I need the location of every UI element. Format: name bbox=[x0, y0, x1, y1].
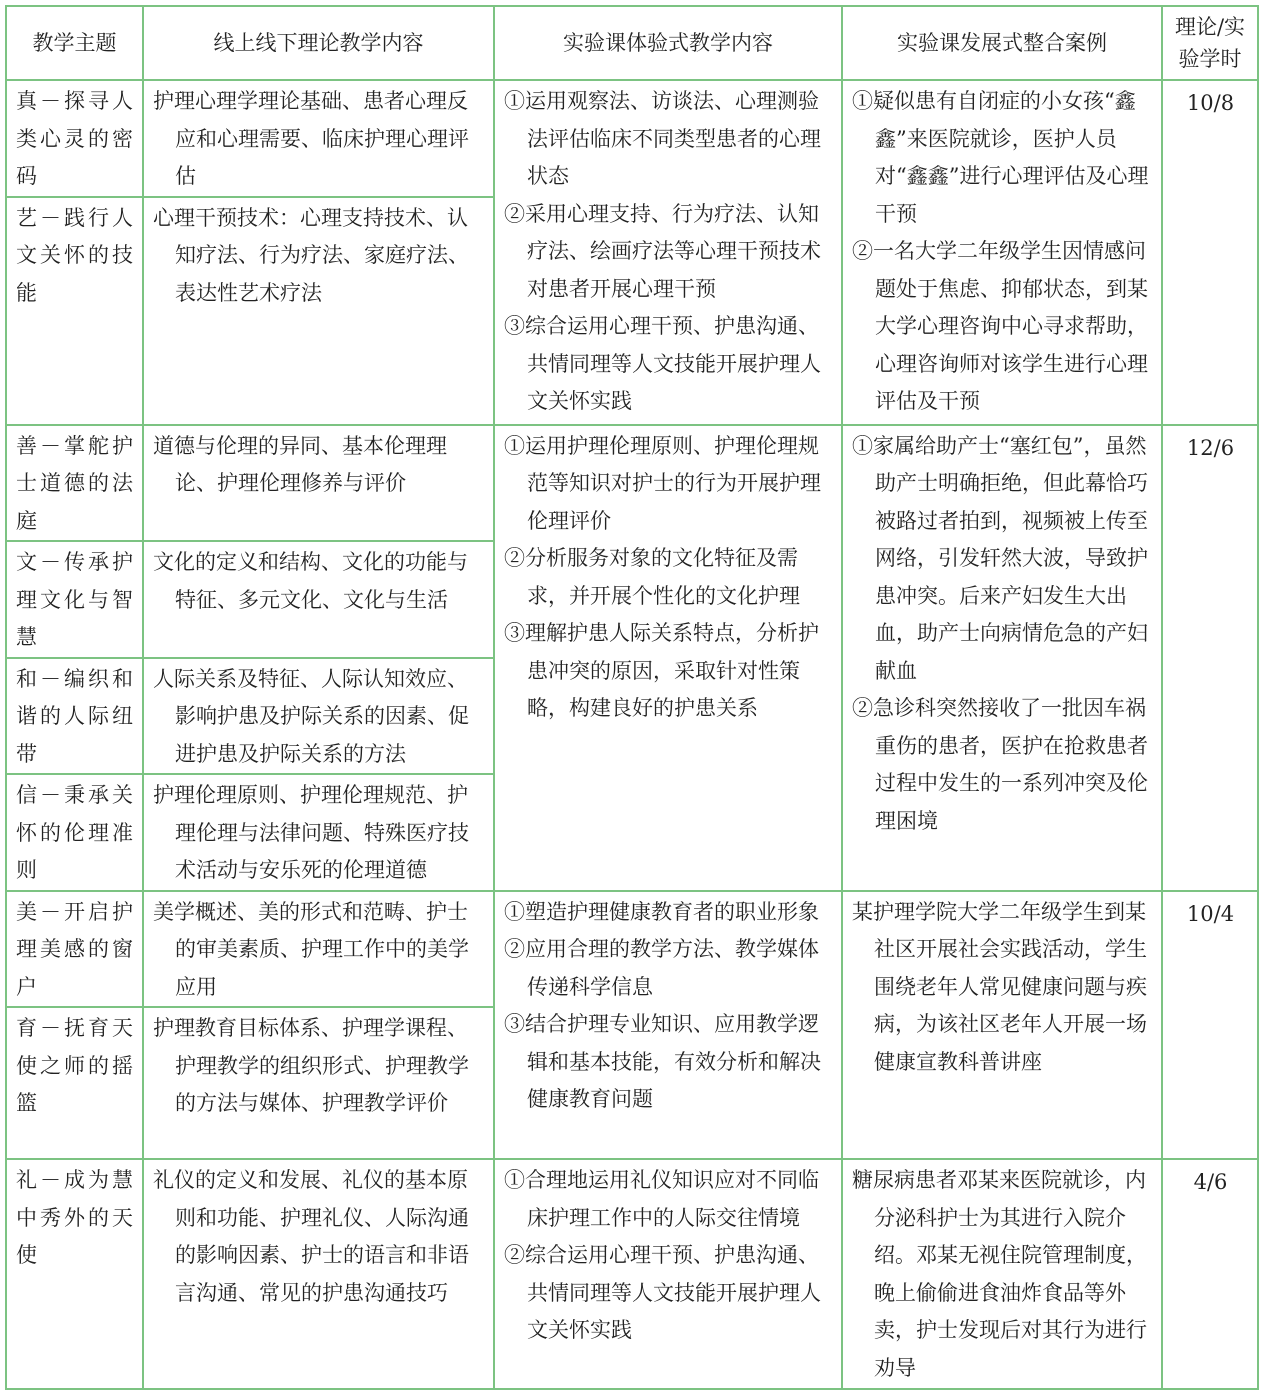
theory-cell: 美学概述、美的形式和范畴、护士的审美素质、护理工作中的美学应用 bbox=[143, 891, 494, 1008]
hours-cell: 12/6 bbox=[1162, 425, 1258, 891]
curriculum-table bbox=[5, 5, 1259, 1390]
theory-cell: 道德与伦理的异同、基本伦理理论、护理伦理修养与评价 bbox=[143, 425, 494, 542]
table-row bbox=[6, 1159, 1258, 1389]
hours-cell: 10/8 bbox=[1162, 80, 1258, 425]
theory-cell: 护理教育目标体系、护理学课程、护理教学的组织形式、护理教学的方法与媒体、护理教学评价 bbox=[143, 1007, 494, 1159]
header-cases: 实验课发展式整合案例 bbox=[842, 6, 1162, 80]
experience-cell: ①运用观察法、访谈法、心理测验法评估临床不同类型患者的心理状态 ②采用心理支持、行为疗法、认知疗法、绘画疗法等心理干预技术对患者开展心理干预 ③综合运用心理干预、护患沟通、共情同理等人文技能开展护理人文关怀实践 bbox=[494, 80, 842, 425]
topic-cell: 美－开启护理美感的窗户 bbox=[6, 891, 143, 1008]
table-row bbox=[6, 891, 1258, 1008]
header-experience: 实验课体验式教学内容 bbox=[494, 6, 842, 80]
theory-cell: 护理伦理原则、护理伦理规范、护理伦理与法律问题、特殊医疗技术活动与安乐死的伦理道德 bbox=[143, 774, 494, 891]
theory-cell: 礼仪的定义和发展、礼仪的基本原则和功能、护理礼仪、人际沟通的影响因素、护士的语言和非语言沟通、常见的护患沟通技巧 bbox=[143, 1159, 494, 1389]
cases-cell: ①疑似患有自闭症的小女孩“鑫鑫”来医院就诊，医护人员对“鑫鑫”进行心理评估及心理干预 ②一名大学二年级学生因情感问题处于焦虑、抑郁状态，到某大学心理咨询中心寻求帮助，心理咨询师对该学生进行心理评估及干预 bbox=[842, 80, 1162, 425]
header-row bbox=[6, 6, 1258, 80]
header-theory: 线上线下理论教学内容 bbox=[143, 6, 494, 80]
hours-cell: 10/4 bbox=[1162, 891, 1258, 1160]
table-row bbox=[6, 80, 1258, 197]
cases-cell: ①家属给助产士“塞红包”，虽然助产士明确拒绝，但此幕恰巧被路过者拍到，视频被上传至网络，引发轩然大波，导致护患冲突。后来产妇发生大出血，助产士向病情危急的产妇献血 ②急诊科突然接收了一批因车祸重伤的患者，医护在抢救患者过程中发生的一系列冲突及伦理困境 bbox=[842, 425, 1162, 891]
hours-cell: 4/6 bbox=[1162, 1159, 1258, 1389]
topic-cell: 育－抚育天使之师的摇篮 bbox=[6, 1007, 143, 1159]
experience-cell: ①合理地运用礼仪知识应对不同临床护理工作中的人际交往情境 ②综合运用心理干预、护患沟通、共情同理等人文技能开展护理人文关怀实践 bbox=[494, 1159, 842, 1389]
topic-cell: 和－编织和谐的人际纽带 bbox=[6, 658, 143, 775]
topic-cell: 礼－成为慧中秀外的天使 bbox=[6, 1159, 143, 1389]
table-row bbox=[6, 425, 1258, 542]
theory-cell: 人际关系及特征、人际认知效应、影响护患及护际关系的因素、促进护患及护际关系的方法 bbox=[143, 658, 494, 775]
topic-cell: 善－掌舵护士道德的法庭 bbox=[6, 425, 143, 542]
cases-cell: 某护理学院大学二年级学生到某社区开展社会实践活动，学生围绕老年人常见健康问题与疾病，为该社区老年人开展一场健康宣教科普讲座 bbox=[842, 891, 1162, 1160]
experience-cell: ①塑造护理健康教育者的职业形象 ②应用合理的教学方法、教学媒体传递科学信息 ③结合护理专业知识、应用教学逻辑和基本技能，有效分析和解决健康教育问题 bbox=[494, 891, 842, 1160]
header-hours: 理论/实验学时 bbox=[1162, 6, 1258, 80]
header-topic: 教学主题 bbox=[6, 6, 143, 80]
topic-cell: 真－探寻人类心灵的密码 bbox=[6, 80, 143, 197]
cases-cell: 糖尿病患者邓某来医院就诊，内分泌科护士为其进行入院介绍。邓某无视住院管理制度，晚上偷偷进食油炸食品等外卖，护士发现后对其行为进行劝导 bbox=[842, 1159, 1162, 1389]
experience-cell: ①运用护理伦理原则、护理伦理规范等知识对护士的行为开展护理伦理评价 ②分析服务对象的文化特征及需求，并开展个性化的文化护理 ③理解护患人际关系特点，分析护患冲突的原因，采取针对性策略，构建良好的护患关系 bbox=[494, 425, 842, 891]
theory-cell: 护理心理学理论基础、患者心理反应和心理需要、临床护理心理评估 bbox=[143, 80, 494, 197]
topic-cell: 信－秉承关怀的伦理准则 bbox=[6, 774, 143, 891]
theory-cell: 心理干预技术：心理支持技术、认知疗法、行为疗法、家庭疗法、表达性艺术疗法 bbox=[143, 197, 494, 425]
topic-cell: 艺－践行人文关怀的技能 bbox=[6, 197, 143, 425]
topic-cell: 文－传承护理文化与智慧 bbox=[6, 541, 143, 658]
theory-cell: 文化的定义和结构、文化的功能与特征、多元文化、文化与生活 bbox=[143, 541, 494, 658]
